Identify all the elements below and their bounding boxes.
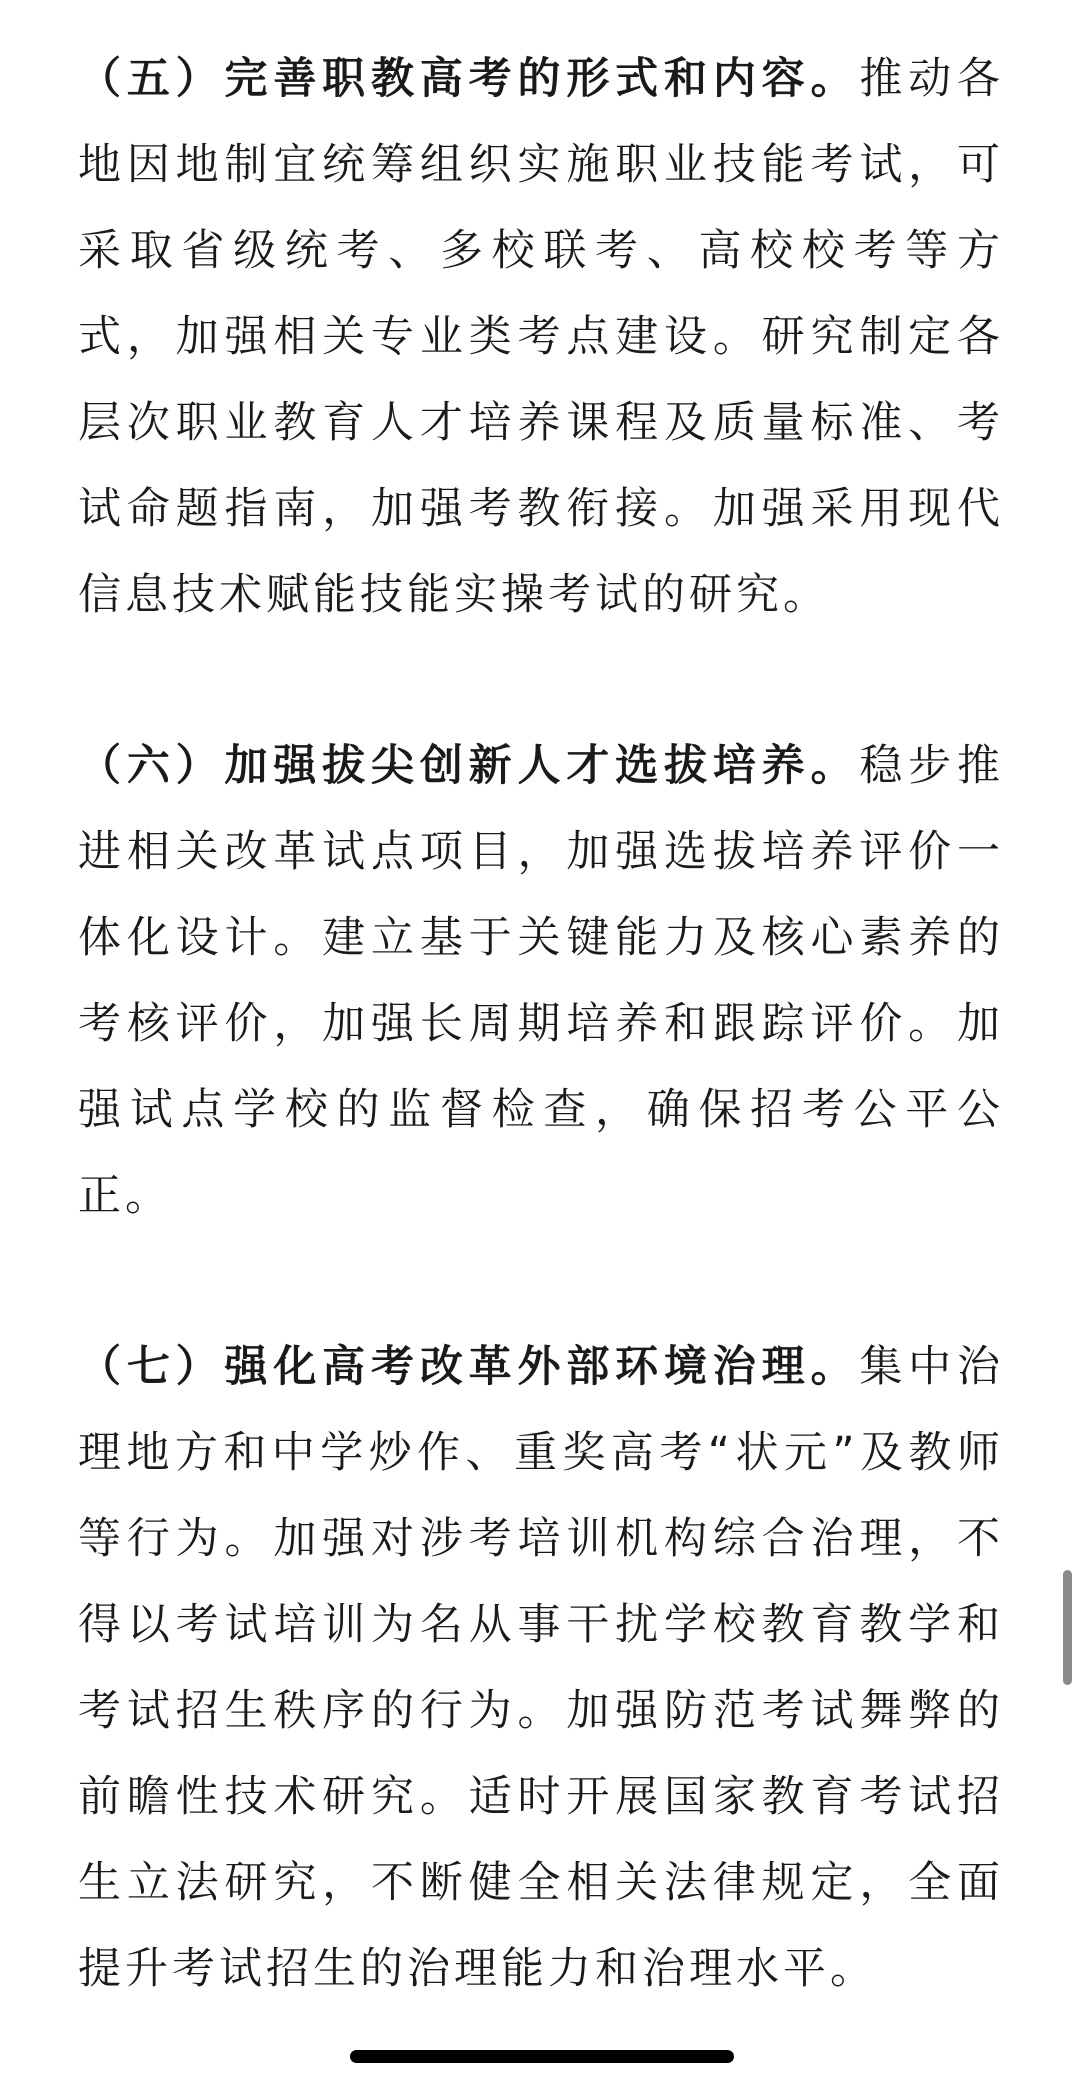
section-six-body: 稳步推进相关改革试点项目，加强选拔培养评价一体化设计。建立基于关键能力及核心素养的考核评价，加强长周期培养和跟踪评价。加强试点学校的监督检查，确保招考公平公正。 bbox=[78, 741, 1005, 1221]
section-seven bbox=[78, 1324, 1004, 2012]
section-seven-body: 集中治理地方和中学炒作、重奖高考“状元”及教师等行为。加强对涉考培训机构综合治理，不得以考试培训为名从事干扰学校教育教学和考试招生秩序的行为。加强防范考试舞弊的前瞻性技术研究。适时开展国家教育考试招生立法研究，不断健全相关法律规定，全面提升考试招生的治理能力和治理水平。 bbox=[78, 1342, 1005, 1994]
article-content bbox=[78, 36, 1004, 2012]
section-five-body: 推动各地因地制宜统筹组织实施职业技能考试，可采取省级统考、多校联考、高校校考等方式，加强相关专业类考点建设。研究制定各层次职业教育人才培养课程及质量标准、考试命题指南，加强考教衔接。加强采用现代信息技术赋能技能实操考试的研究。 bbox=[78, 54, 1005, 620]
home-indicator[interactable] bbox=[350, 2050, 734, 2063]
section-five bbox=[78, 36, 1004, 638]
section-seven-heading: （七）强化高考改革外部环境治理。 bbox=[78, 1342, 860, 1392]
section-six bbox=[78, 723, 1004, 1239]
section-five-heading: （五）完善职教高考的形式和内容。 bbox=[78, 54, 860, 104]
scrollbar-thumb[interactable] bbox=[1063, 1570, 1072, 1685]
section-six-heading: （六）加强拔尖创新人才选拔培养。 bbox=[78, 741, 860, 791]
